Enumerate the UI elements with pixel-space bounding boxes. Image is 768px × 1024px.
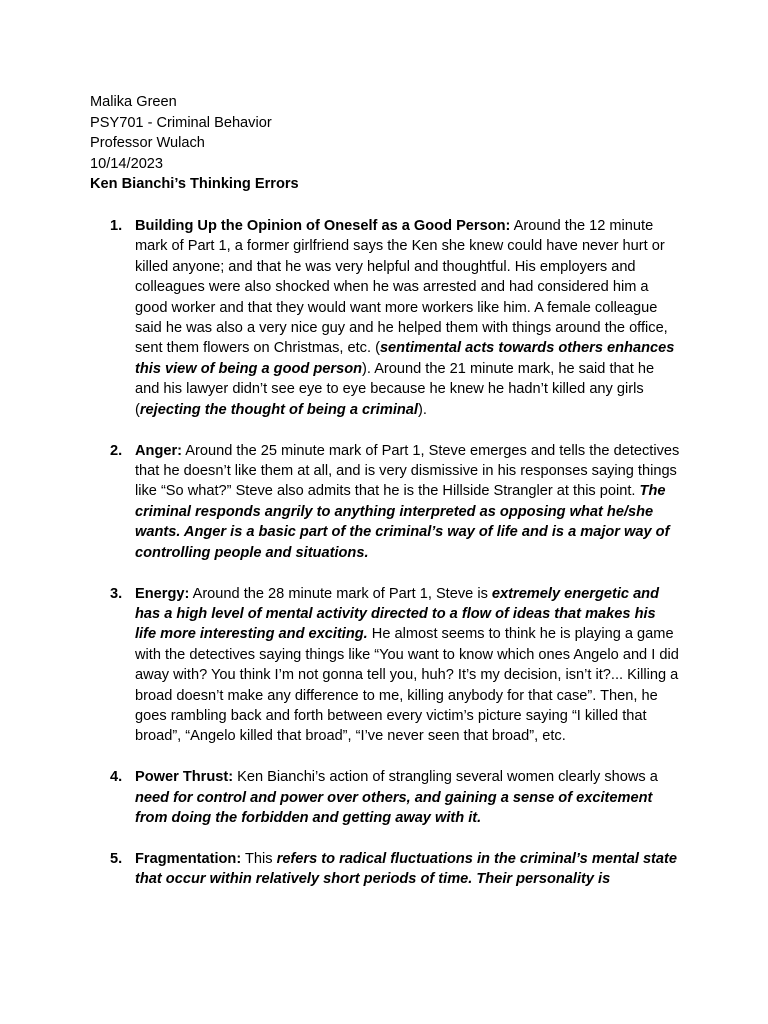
essay-date: 10/14/2023: [90, 155, 164, 172]
thinking-errors-list: [110, 216, 680, 910]
item-number: 1.: [110, 218, 123, 234]
item-text: Around the 12 minute mark of Part 1, a former girlfriend says the Ken she knew could have never hurt or killed anyone; and that he was very helpful and thoughtful. His employers and colleagues were also shocked when he was arrested and had considered him a good worker and that they would want more workers like him. A female colleague said he was also a very nice guy and he helped them with things around the office, sent them flowers on Christmas, etc. (: [135, 218, 668, 357]
course-name: PSY701 - Criminal Behavior: [90, 114, 272, 131]
essay-header: [90, 92, 690, 195]
item-text: He almost seems to think he is playing a game with the detectives saying things like “You want to know which ones Angelo and I did away with? You think I’m not gonna tell you, huh? It’s my decision, isn’t it?... Killing a broad doesn’t make any difference to me, killing anybody for that case”. Then, he goes rambling back and forth between every victim’s picture saying “I killed that broad”, “Angelo killed that broad”, “I’ve never seen that broad”, etc.: [135, 626, 679, 745]
item-emphasis: need for control and power over others, and gaining a sense of excitement from doing the forbidden and getting away with it.: [135, 789, 653, 827]
item-heading: Energy:: [135, 585, 190, 602]
item-text: Around the 28 minute mark of Part 1, Steve is: [189, 585, 492, 602]
list-item: [110, 849, 680, 890]
author-name: Malika Green: [90, 94, 177, 110]
essay-title: Ken Bianchi’s Thinking Errors: [90, 176, 299, 192]
list-item: [110, 767, 680, 828]
item-emphasis: extremely energetic and has a high level of mental activity directed to a flow of ideas that makes his life more interesting and exciting.: [135, 585, 660, 643]
item-number: 5.: [110, 850, 123, 867]
item-number: 3.: [110, 585, 123, 602]
list-item: [110, 584, 680, 747]
item-text: ). Around the 21 minute mark, he said that he and his lawyer didn’t see eye to eye because he knew he hadn’t killed any girls (: [135, 360, 655, 418]
item-text: ).: [417, 401, 427, 418]
item-emphasis: The criminal responds angrily to anything interpreted as opposing what he/she wants. Anger is a basic part of the criminal’s way of life and is a major way of controlling people and situations.: [135, 483, 670, 561]
item-text: This: [241, 850, 277, 867]
list-item: [110, 216, 680, 420]
item-heading: Building Up the Opinion of Oneself as a Good Person:: [135, 218, 511, 234]
item-number: 2.: [110, 442, 123, 459]
item-emphasis: rejecting the thought of being a criminal: [139, 401, 418, 418]
list-item: [110, 441, 680, 563]
item-heading: Anger:: [135, 442, 183, 459]
professor-name: Professor Wulach: [90, 135, 205, 151]
item-text: Ken Bianchi’s action of strangling several women clearly shows a: [233, 769, 658, 786]
item-number: 4.: [110, 769, 123, 786]
item-emphasis: refers to radical fluctuations in the criminal’s mental state that occur within relatively short periods of time. Their personality is: [135, 850, 678, 888]
item-heading: Fragmentation:: [135, 850, 242, 867]
item-heading: Power Thrust:: [135, 769, 234, 786]
item-text: Around the 25 minute mark of Part 1, Steve emerges and tells the detectives that he doesn’t like them at all, and is very dismissive in his responses saying things like “So what?” Steve also admits that he is the Hillside Strangler at this point.: [135, 442, 680, 500]
item-emphasis: sentimental acts towards others enhances this view of being a good person: [135, 340, 675, 377]
